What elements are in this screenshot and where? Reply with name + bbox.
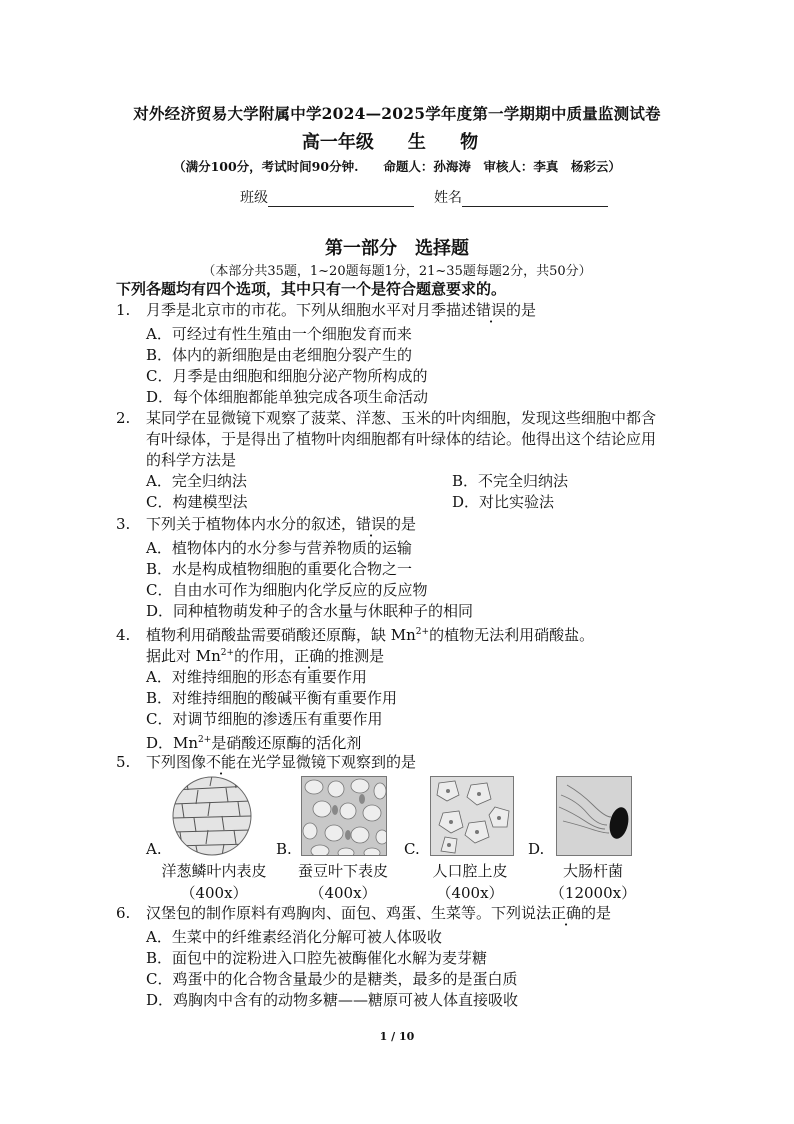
superscript: 2+ <box>415 627 430 637</box>
stem-text: 的植物无法利用硝酸盐。 <box>429 626 595 644</box>
micrograph-e-coli <box>556 776 632 856</box>
part-title-a: 第一部分 <box>325 238 397 259</box>
question-1-stem <box>116 300 536 321</box>
q4-option-a: A．对维持细胞的形态有重要作用 <box>146 668 367 686</box>
name-label: 姓名 <box>434 190 462 206</box>
stem-text: 下列关于植物体内水分的叙述， <box>146 515 357 533</box>
q1-option-a: A．可经过有性生殖由一个细胞发育而来 <box>146 325 412 343</box>
q3-option-c: C．自由水可作为细胞内化学反应的反应物 <box>146 581 428 599</box>
q6-option-b: B．面包中的淀粉进入口腔先被酶催化水解为麦芽糖 <box>146 949 488 967</box>
q5-mag-d: （12000x） <box>549 884 637 902</box>
class-label: 班级 <box>240 190 268 206</box>
part-title <box>0 234 794 260</box>
q2-stem-line3: 的科学方法是 <box>146 451 237 469</box>
question-number: 1. <box>116 301 131 319</box>
q1-option-b: B．体内的新细胞是由老细胞分裂产生的 <box>146 346 413 364</box>
question-number: 5. <box>116 753 131 771</box>
q3-option-b: B．水是构成植物细胞的重要化合物之一 <box>146 560 413 578</box>
q4-option-b: B．对维持细胞的酸碱平衡有重要作用 <box>146 689 398 707</box>
q3-option-d: D．同种植物萌发种子的含水量与休眠种子的相同 <box>146 602 474 620</box>
q4-option-c: C．对调节细胞的渗透压有重要作用 <box>146 710 383 728</box>
micrograph-broad-bean-leaf <box>301 776 387 856</box>
q6-option-d: D．鸡胸肉中含有的动物多糖——糖原可被人体直接吸收 <box>146 991 519 1009</box>
stem-text: 的是 <box>581 904 612 922</box>
stem-text: 汉堡包的制作原料有鸡胸肉、面包、鸡蛋、生菜等。下列说法 <box>146 904 552 922</box>
q1-option-d: D．每个体细胞都能单独完成各项生命活动 <box>146 388 429 406</box>
q2-option-c: C．构建模型法 <box>146 493 248 511</box>
question-number: 6. <box>116 904 131 922</box>
question-3-stem <box>116 514 416 535</box>
stem-text: 某同学在显微镜下观察了菠菜、洋葱、玉米的叶肉细胞，发现这些细胞中都含 <box>146 409 657 427</box>
page-number: 1 / 10 <box>379 1030 415 1043</box>
part-instruction: 下列各题均有四个选项，其中只有一个是符合题意要求的。 <box>116 280 507 298</box>
stem-text: 的推测是 <box>324 647 385 665</box>
superscript: 2+ <box>220 648 235 658</box>
micrograph-cheek-epithelium <box>430 776 514 856</box>
q5-caption-b: 蚕豆叶下表皮 <box>297 862 388 880</box>
student-info-bar <box>240 187 628 207</box>
option-text: 是硝酸还原酶的活化剂 <box>211 734 362 752</box>
q3-option-a: A．植物体内的水分参与营养物质的运输 <box>146 539 412 557</box>
grade-label: 高一年级 <box>301 132 374 153</box>
q2-option-a: A．完全归纳法 <box>146 472 247 490</box>
q5-option-c-letter: C. <box>404 840 420 858</box>
stem-text: 的作用， <box>234 647 295 665</box>
question-2-stem <box>116 408 656 429</box>
q2-option-d: D．对比实验法 <box>452 493 555 511</box>
part-title-b: 选择题 <box>415 238 469 259</box>
exam-subtitle <box>0 128 794 154</box>
q5-caption-a: 洋葱鳞叶内表皮 <box>161 862 267 880</box>
q4-option-d <box>146 730 361 754</box>
name-field[interactable] <box>462 192 608 207</box>
q5-option-d-letter: D. <box>528 840 545 858</box>
stem-text: 的是 <box>386 515 417 533</box>
emphasis-text: 正确 <box>551 904 582 922</box>
exam-meta: （满分100分，考试时间90分钟. 命题人：孙海涛 审核人：李真 杨彩云） <box>173 159 621 174</box>
stem-text: 据此对 Mn <box>146 647 221 665</box>
exam-title: 对外经济贸易大学附属中学2024—2025学年度第一学期期中质量监测试卷 <box>133 104 661 123</box>
emphasis-text: 正确 <box>294 647 325 665</box>
stem-text: 的是 <box>506 301 537 319</box>
micrograph-onion-epidermis <box>172 776 252 856</box>
q5-caption-c: 人口腔上皮 <box>432 862 508 880</box>
emphasis-text: 错误 <box>476 301 507 319</box>
subject-label: 生 物 <box>407 132 493 153</box>
question-number: 2. <box>116 409 131 427</box>
q5-option-b-letter: B. <box>276 840 292 858</box>
stem-text: 下列图像 <box>146 753 207 771</box>
q2-option-b: B．不完全归纳法 <box>452 472 569 490</box>
question-5-stem <box>116 752 416 773</box>
q5-mag-a: （400x） <box>180 884 248 902</box>
question-number: 3. <box>116 515 131 533</box>
q2-stem-line2: 有叶绿体，于是得出了植物叶肉细胞都有叶绿体的结论。他得出这个结论应用 <box>146 430 657 448</box>
emphasis-text: 错误 <box>356 515 387 533</box>
q6-option-c: C．鸡蛋中的化合物含量最少的是糖类，最多的是蛋白质 <box>146 970 518 988</box>
superscript: 2+ <box>198 735 212 745</box>
q5-option-a-letter: A. <box>146 840 162 858</box>
option-text: D．Mn <box>146 734 199 752</box>
q5-mag-b: （400x） <box>309 884 377 902</box>
question-number: 4. <box>116 626 131 644</box>
stem-text: 月季是北京市的市花。下列从细胞水平对月季描述 <box>146 301 477 319</box>
q5-caption-d: 大肠杆菌 <box>562 862 623 880</box>
stem-text: 在光学显微镜下观察到的是 <box>236 753 417 771</box>
q6-option-a: A．生菜中的纤维素经消化分解可被人体吸收 <box>146 928 442 946</box>
stem-text: 植物利用硝酸盐需要硝酸还原酶，缺 Mn <box>146 626 416 644</box>
question-6-stem <box>116 903 611 924</box>
class-field[interactable] <box>268 192 414 207</box>
q1-option-c: C．月季是由细胞和细胞分泌产物所构成的 <box>146 367 428 385</box>
q4-stem-line2 <box>146 643 686 667</box>
part-note: （本部分共35题，1~20题每题1分，21~35题每题2分，共50分） <box>202 264 592 279</box>
emphasis-text: 不能 <box>206 753 237 771</box>
q5-mag-c: （400x） <box>436 884 504 902</box>
